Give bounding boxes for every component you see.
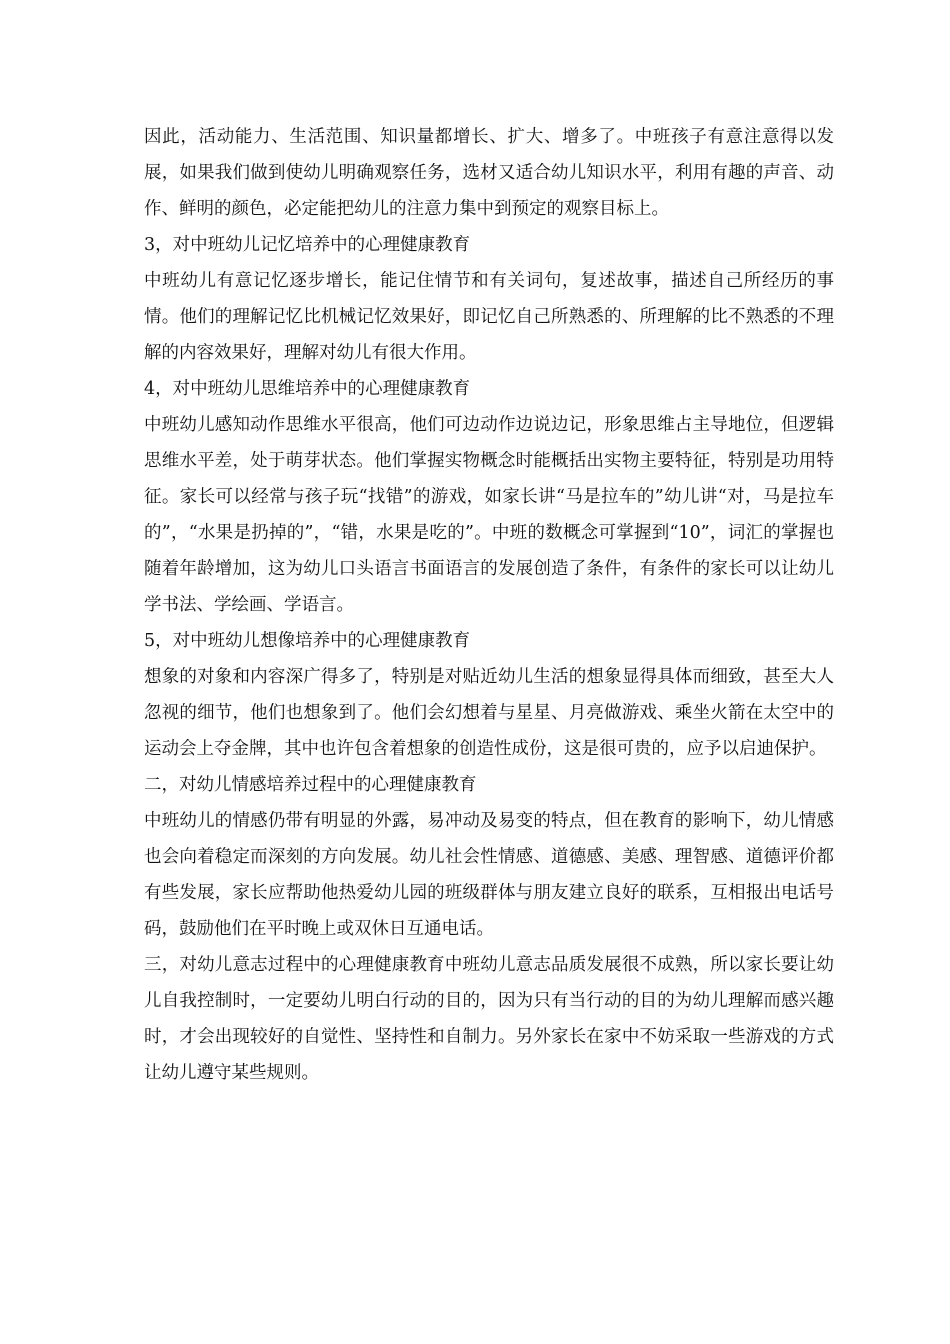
heading-imagination: 5，对中班幼儿想像培养中的心理健康教育 xyxy=(144,631,471,651)
paragraph-memory: 中班幼儿有意记忆逐步增长，能记住情节和有关词句，复述故事，描述自己所经历的事情。他们的理解记忆比机械记忆效果好，即记忆自己所熟悉的、所理解的比不熟悉的不理解的内容效果好，理解对幼儿有很大作用。 xyxy=(144,271,834,363)
heading-thinking: 4，对中班幼儿思维培养中的心理健康教育 xyxy=(144,379,471,399)
paragraph-emotion: 中班幼儿的情感仍带有明显的外露，易冲动及易变的特点，但在教育的影响下，幼儿情感也会向着稳定而深刻的方向发展。幼儿社会性情感、道德感、美感、理智感、道德评价都有些发展，家长应帮助他热爱幼儿园的班级群体与朋友建立良好的联系，互相报出电话号码，鼓励他们在平时晚上或双休日互通电话。 xyxy=(144,811,834,939)
paragraph-attention: 因此，活动能力、生活范围、知识量都增长、扩大、增多了。中班孩子有意注意得以发展，如果我们做到使幼儿明确观察任务，选材又适合幼儿知识水平，利用有趣的声音、动作、鲜明的颜色，必定能把幼儿的注意力集中到预定的观察目标上。 xyxy=(144,127,834,219)
paragraph-imagination: 想象的对象和内容深广得多了，特别是对贴近幼儿生活的想象显得具体而细致，甚至大人忽视的细节，他们也想象到了。他们会幻想着与星星、月亮做游戏、乘坐火箭在太空中的运动会上夺金牌，其中也许包含着想象的创造性成份，这是很可贵的，应予以启迪保护。 xyxy=(144,667,834,759)
heading-emotion: 二，对幼儿情感培养过程中的心理健康教育 xyxy=(144,775,477,795)
document-body xyxy=(144,119,834,1091)
paragraph-will: 三，对幼儿意志过程中的心理健康教育中班幼儿意志品质发展很不成熟，所以家长要让幼儿自我控制时，一定要幼儿明白行动的目的，因为只有当行动的目的为幼儿理解而感兴趣时，才会出现较好的自觉性、坚持性和自制力。另外家长在家中不妨采取一些游戏的方式让幼儿遵守某些规则。 xyxy=(144,955,834,1083)
heading-memory: 3，对中班幼儿记忆培养中的心理健康教育 xyxy=(144,235,471,255)
paragraph-thinking: 中班幼儿感知动作思维水平很高，他们可边动作边说边记，形象思维占主导地位，但逻辑思维水平差，处于萌芽状态。他们掌握实物概念时能概括出实物主要特征，特别是功用特征。家长可以经常与孩子玩“找错”的游戏，如家长讲“马是拉车的”幼儿讲“对，马是拉车的”，“水果是扔掉的”，“错，水果是吃的”。中班的数概念可掌握到“10”，词汇的掌握也随着年龄增加，这为幼儿口头语言书面语言的发展创造了条件，有条件的家长可以让幼儿学书法、学绘画、学语言。 xyxy=(144,415,834,615)
